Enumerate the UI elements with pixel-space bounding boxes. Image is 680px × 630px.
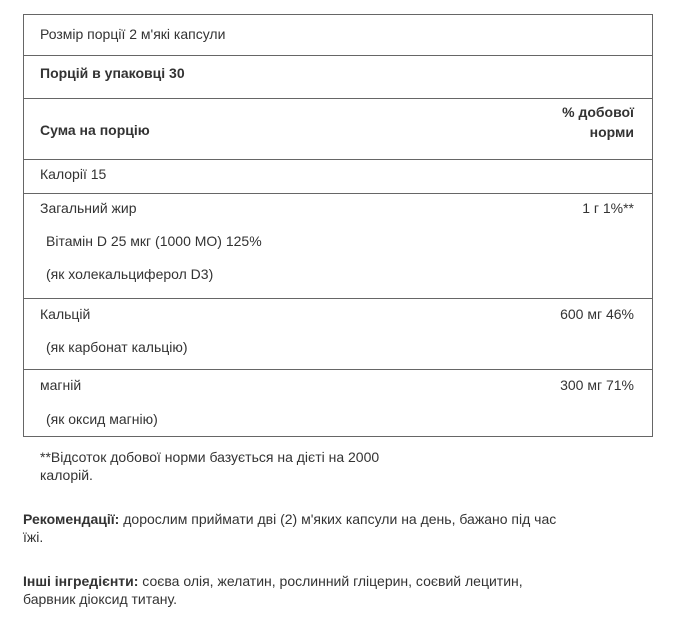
footnote-line2: калорій. <box>40 467 93 483</box>
recommendations <box>23 510 556 546</box>
daily-value-heading-line1: % добової <box>562 104 634 120</box>
calcium-value: 600 мг 46% <box>560 306 634 322</box>
other-ingredients-text-cont: барвник діоксид титану. <box>23 591 177 607</box>
recommendations-text-cont: їжі. <box>23 529 44 545</box>
serving-size-row <box>24 15 652 56</box>
other-ingredients-text: соєва олія, желатин, рослинний гліцерин, соєвий лецитин, <box>138 573 523 589</box>
calcium-row <box>24 299 652 370</box>
other-ingredients-label: Інші інгредієнти: <box>23 573 139 589</box>
total-fat-label: Загальний жир <box>40 200 137 216</box>
vitamin-d-label: Вітамін D 25 мкг (1000 МО) 125% <box>46 233 262 249</box>
amount-per-serving-heading: Сума на порцію <box>40 122 150 138</box>
magnesium-note: (як оксид магнію) <box>46 411 158 427</box>
vitamin-d-note: (як холекальциферол D3) <box>46 266 214 282</box>
magnesium-label: магній <box>40 377 82 393</box>
footnote <box>40 448 379 484</box>
total-fat-value: 1 г 1%** <box>582 200 634 216</box>
calcium-label: Кальцій <box>40 306 91 322</box>
header-row <box>24 99 652 160</box>
calories: Калорії 15 <box>40 166 107 182</box>
recommendations-text: дорослим приймати дві (2) м'яких капсули на день, бажано під час <box>119 511 557 527</box>
other-ingredients <box>23 572 523 608</box>
servings-per-container: Порцій в упаковці 30 <box>40 65 185 81</box>
supplement-facts-table <box>23 14 653 437</box>
magnesium-row <box>24 370 652 438</box>
calcium-note: (як карбонат кальцію) <box>46 339 188 355</box>
footnote-line1: **Відсоток добової норми базується на дієті на 2000 <box>40 449 380 465</box>
fat-vitamin-row <box>24 194 652 299</box>
daily-value-heading-line2: норми <box>589 124 634 140</box>
recommendations-label: Рекомендації: <box>23 511 120 527</box>
calories-row <box>24 160 652 194</box>
magnesium-value: 300 мг 71% <box>560 377 634 393</box>
servings-per-container-row <box>24 56 652 99</box>
serving-size: Розмір порції 2 м'які капсули <box>40 26 226 42</box>
